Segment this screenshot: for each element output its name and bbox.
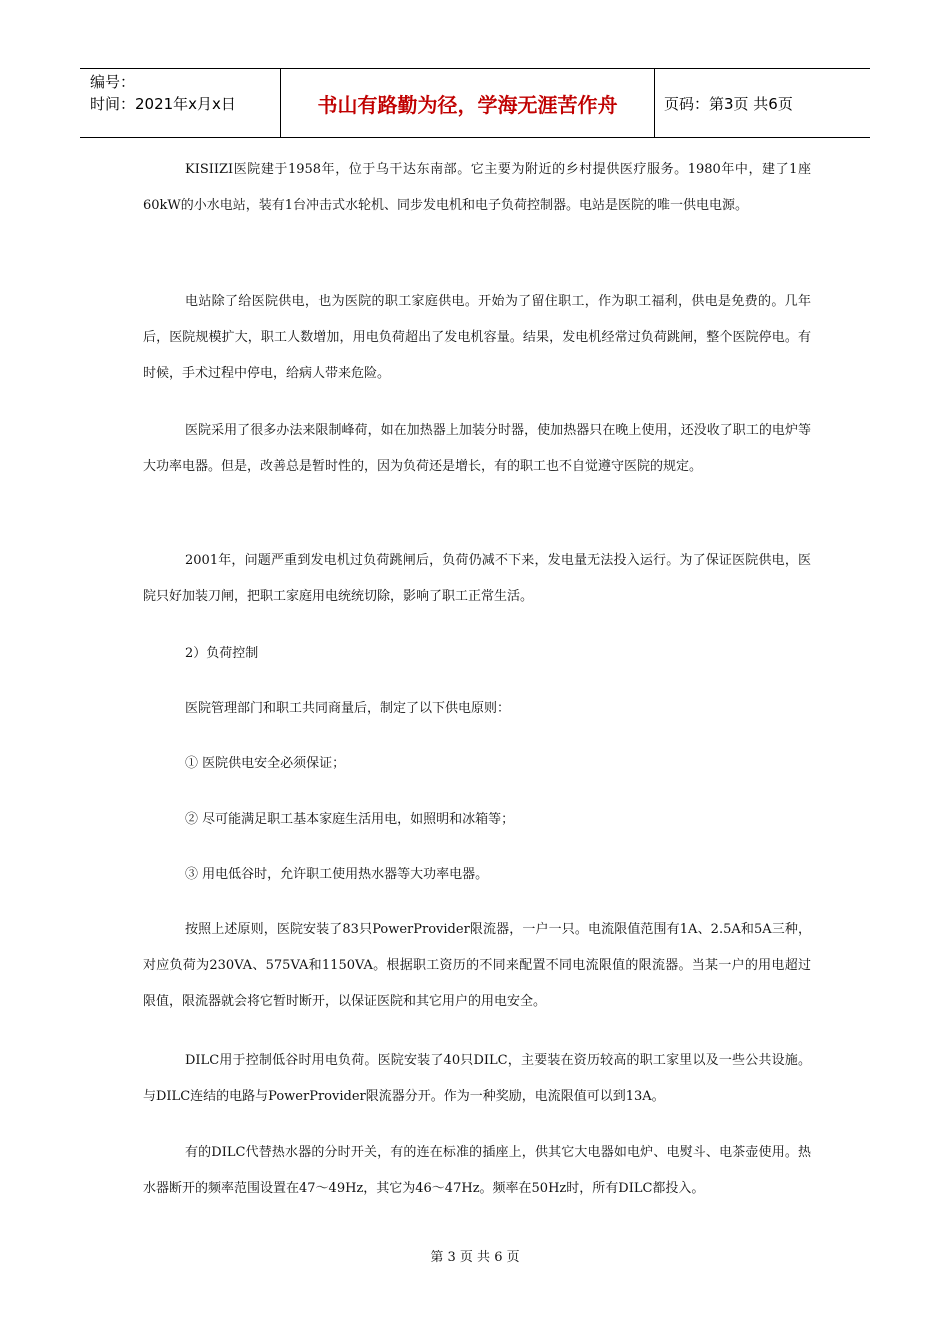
time-label: 时间：2021年x月x日 (90, 95, 236, 113)
header-page-label: 页码：第3页 共6页 (664, 94, 793, 113)
paragraph-3: 医院采用了很多办法来限制峰荷，如在加热器上加装分时器，使加热器只在晚上使用，还没收了职工的电炉等大功率电器。但是，改善总是暂时性的，因为负荷还是增长，有的职工也不自觉遵守医院的规定。 (143, 423, 811, 474)
paragraph-1: KISIIZI医院建于1958年，位于乌干达东南部。它主要为附近的乡村提供医疗服务。1980年中，建了1座60kW的小水电站，装有1台冲击式水轮机、同步发电机和电子负荷控制器。电站是医院的唯一供电电源。 (143, 162, 811, 213)
paragraph-4: 2001年，问题严重到发电机过负荷跳闸后，负荷仍减不下来，发电量无法投入运行。为了保证医院供电，医院只好加装刀闸，把职工家庭用电统统切除，影响了职工正常生活。 (143, 553, 811, 604)
header-divider-right (654, 69, 655, 137)
page-header (80, 68, 870, 138)
paragraph-6: 按照上述原则，医院安装了83只PowerProvider限流器，一户一只。电流限值范围有1A、2.5A和5A三种，对应负荷为230VA、575VA和1150VA。根据职工资历的不同来配置不同电流限值的限流器。当某一户的用电超过限值，限流器就会将它暂时断开，以保证医院和其它用户的用电安全。 (143, 922, 811, 1009)
principle-1: ① 医院供电安全必须保证； (185, 756, 346, 771)
principle-3: ③ 用电低谷时，允许职工使用热水器等大功率电器。 (185, 867, 489, 882)
paragraph-2: 电站除了给医院供电，也为医院的职工家庭供电。开始为了留住职工，作为职工福利，供电是免费的。几年后，医院规模扩大，职工人数增加，用电负荷超出了发电机容量。结果，发电机经常过负荷跳闸，整个医院停电。有时候，手术过程中停电，给病人带来危险。 (143, 294, 811, 381)
header-meta (90, 71, 280, 115)
paragraph-8: 有的DILC代替热水器的分时开关，有的连在标准的插座上，供其它大电器如电炉、电熨斗、电茶壶使用。热水器断开的频率范围设置在47～49Hz，其它为46～47Hz。频率在50Hz时，所有DILC都投入。 (143, 1145, 811, 1196)
page-footer: 第 3 页 共 6 页 (430, 1250, 520, 1265)
principle-2: ② 尽可能满足职工基本家庭生活用电，如照明和冰箱等； (185, 812, 515, 827)
section-heading: 2）负荷控制 (185, 646, 259, 661)
paragraph-7: DILC用于控制低谷时用电负荷。医院安装了40只DILC，主要装在资历较高的职工家里以及一些公共设施。与DILC连结的电路与PowerProvider限流器分开。作为一种奖励，电流限值可以到13A。 (143, 1053, 811, 1104)
paragraph-5: 医院管理部门和职工共同商量后，制定了以下供电原则： (185, 701, 511, 716)
header-motto: 书山有路勤为径，学海无涯苦作舟 (317, 92, 618, 117)
number-label: 编号： (90, 73, 136, 91)
